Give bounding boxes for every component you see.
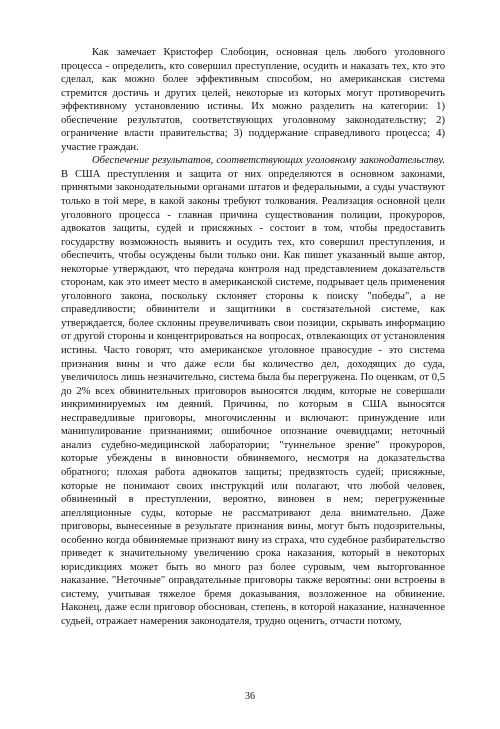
- paragraph-1: [61, 46, 445, 154]
- paragraph-2-italic-lead: Обеспечение результатов, соответствующих уголовному законодательству.: [92, 155, 445, 167]
- paragraph-1-text: Как замечает Кристофер Слобоцин, основная цель любого уголовного процесса - определить, кто совершил преступление, осудить и наказать тех, кто это сделал, как можно более эффективным способом, но американская система стремится достичь и других целей, некоторые из которых могут противоречить эффективному установлению истины. Их можно разделить на категории: 1) обеспечение результатов, соответствующих уголовному законодательству; 2) ограничение власти правительства; 3) поддержание справедливого процесса; 4) участие граждан.: [61, 47, 445, 153]
- paragraph-2: [61, 154, 445, 628]
- page-number: 36: [245, 691, 255, 702]
- body-text: [61, 46, 445, 629]
- paragraph-2-text: В США преступления и защита от них определяются в основном законами, принятыми законодательными органами штатов и федеральными, а суды участвуют только в той мере, в какой законы требуют толкования. Реализация основной цели уголовного процесса - главная причина существования полиции, прокуроров, адвокатов защиты, судей и присяжных - состоит в том, чтобы предоставить государству возможность выявить и осудить тех, кто совершил преступления, и обеспечить, чтобы осуждены были только они. Как пишет указанный выше автор, некоторые утверждают, что передача контроля над представлением доказательств сторонам, как это имеет место в американской системе, подрывает цель применения уголовного закона, поскольку склоняет стороны к поиску "победы", а не справедливости; обвинители и защитники в состязательной системе, как утверждается, более склонны преувеличивать свои позиции, скрывать информацию от другой стороны и концентрироваться на вопросах, отвлекающих от установления истины. Часто говорят, что американское уголовное правосудие - это система признания вины и что даже если бы количество дел, доходящих до суда, увеличилось лишь незначительно, система была бы перегружена. По оценкам, от 0,5 до 2% всех обвинительных приговоров выносятся людям, которые не совершали инкриминируемых им деяний. Причины, по которым в США выносятся несправедливые приговоры, многочисленны и включают: принуждение или манипулирование признаниями; ошибочное опознание очевидцами; неточный анализ судебно-медицинской лаборатории; "туннельное зрение" прокуроров, которые убеждены в виновности обвиняемого, несмотря на доказательства обратного; плохая работа адвокатов защиты; предвзятость судей; присяжные, которые не понимают своих инструкций или полагают, что любой человек, обвиненный в преступлении, вероятно, виновен в нем; перегруженные апелляционные суды, которые не рассматривают дела внимательно. Даже приговоры, вынесенные в результате признания вины, могут быть подозрительны, особенно когда обвиняемые признают вину из страха, что судебное разбирательство приведет к значительному увеличению срока наказания, который в некоторых юрисдикциях может быть во много раз более суровым, чем выторгованное наказание. "Неточные" оправдательные приговоры также вероятны: они встроены в систему, учитывая тяжелое бремя доказывания, возложенное на обвинение. Наконец, даже если приговор обоснован, степень, в которой наказание, назначенное судьей, отражает намерения законодателя, трудно оценить, отчасти потому,: [61, 168, 445, 627]
